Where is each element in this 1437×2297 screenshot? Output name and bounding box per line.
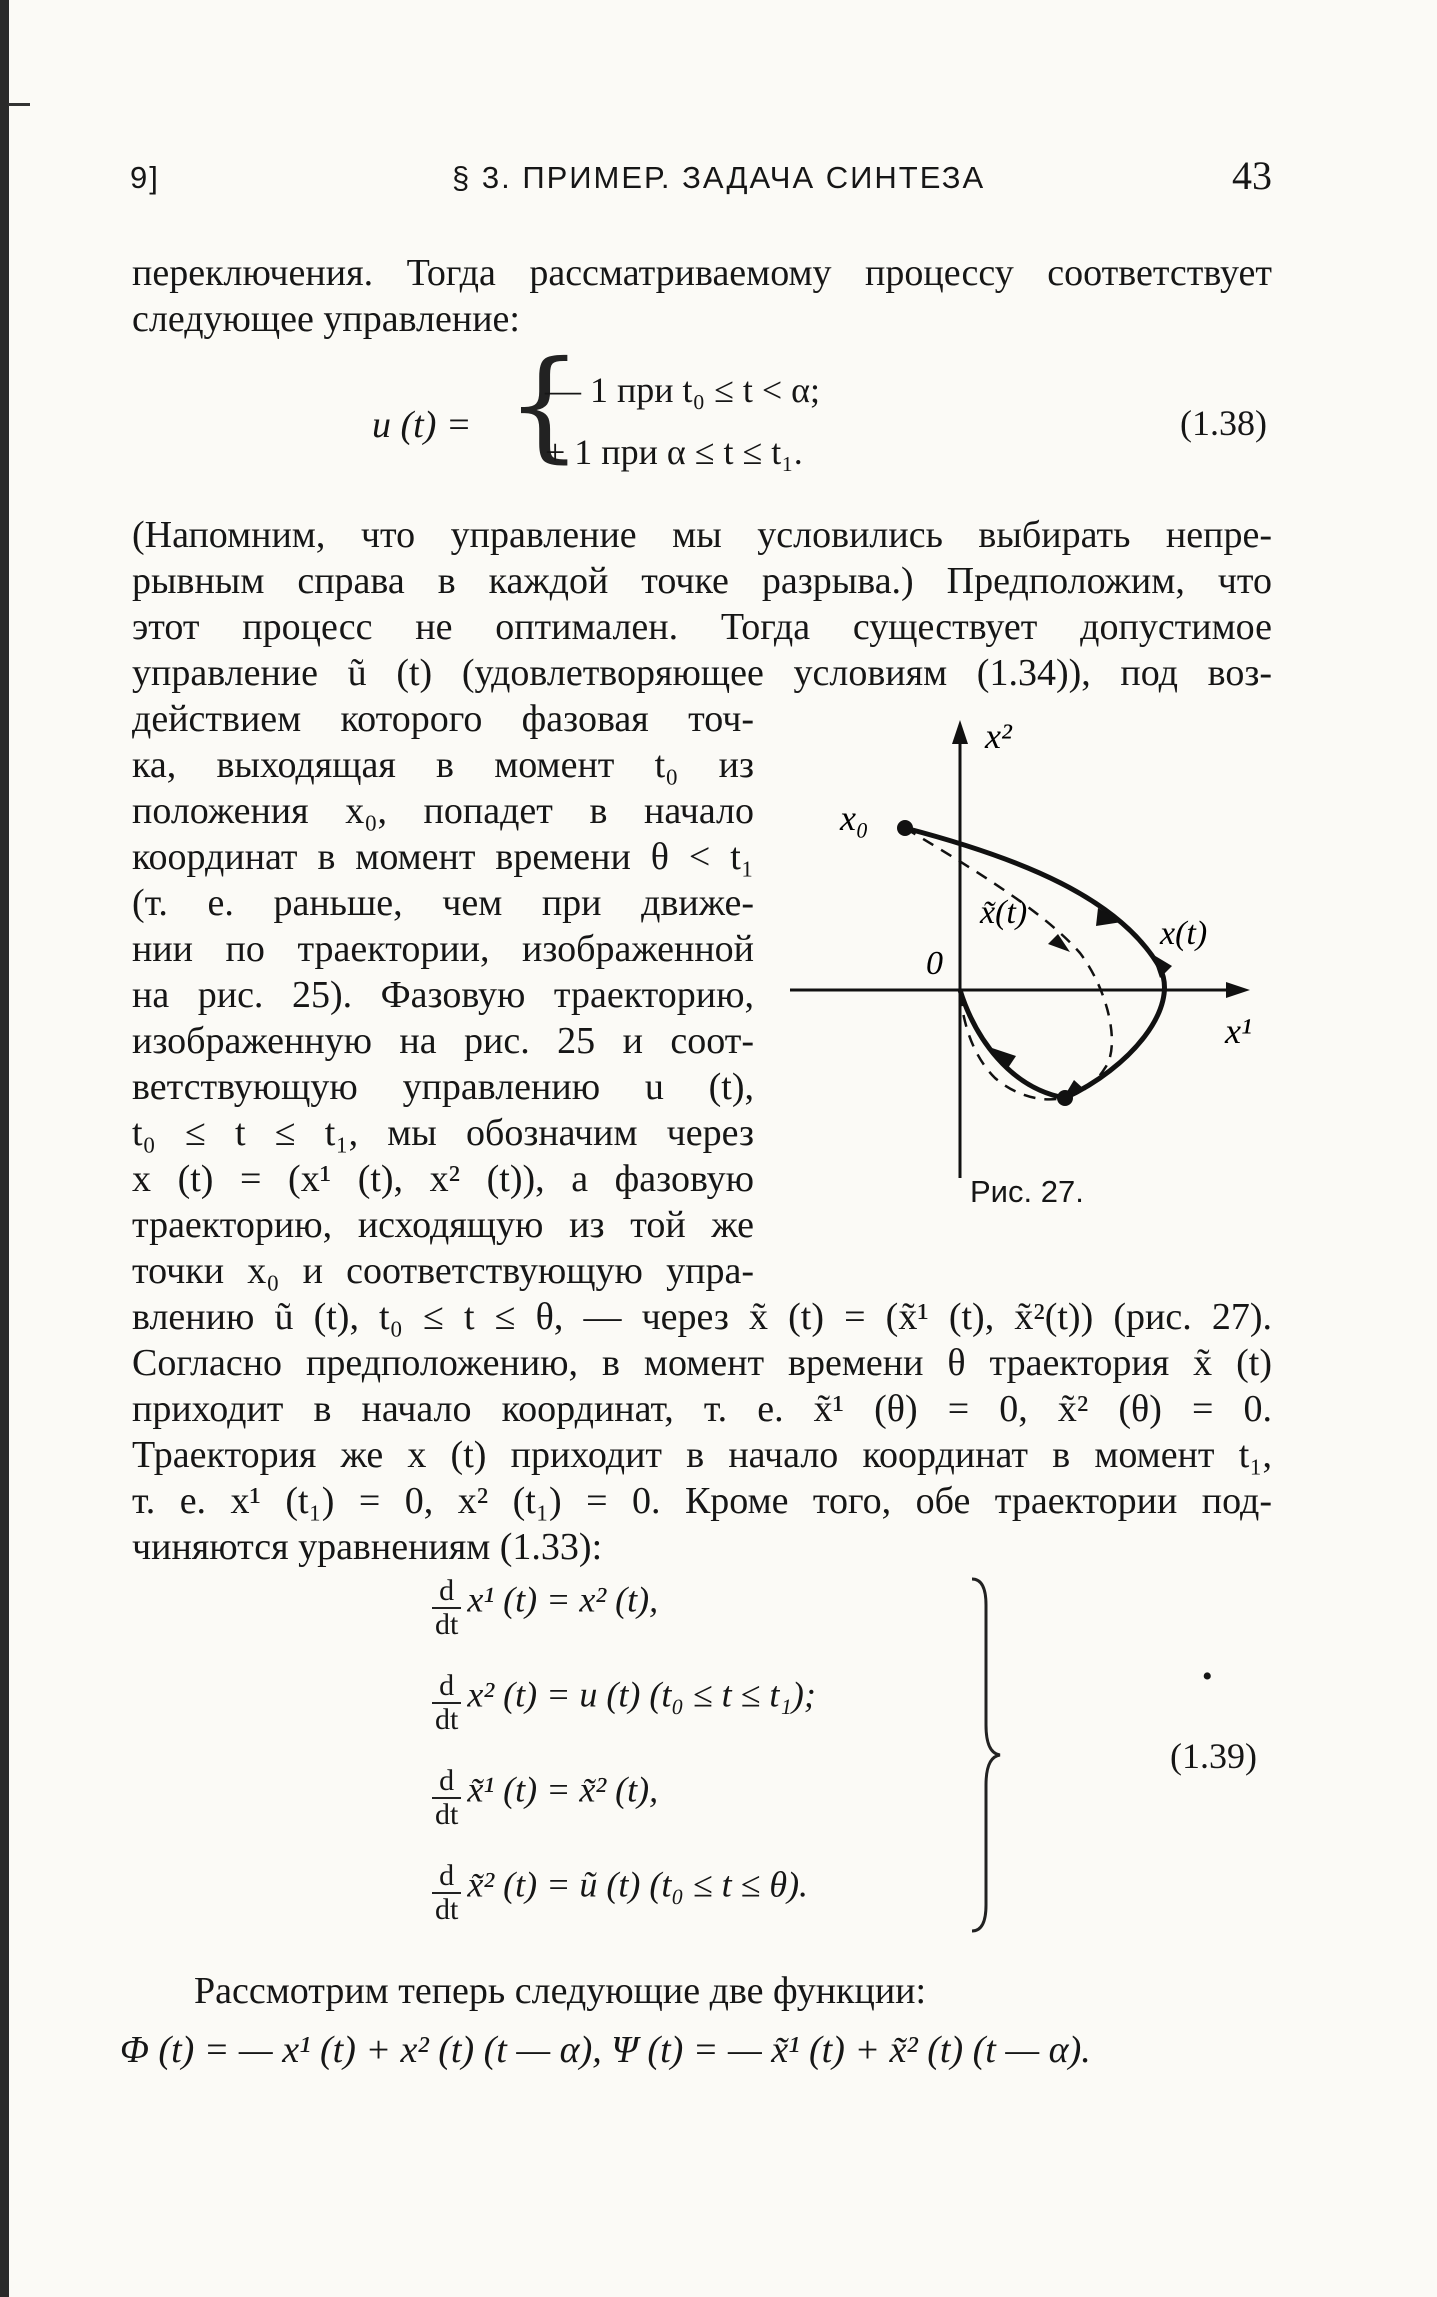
text-line: приходит в начало координат, т. е. x̃¹ (θ) = 0, x̃² (θ) = 0. bbox=[132, 1388, 1272, 1430]
text-line: действием которого фазовая точ- bbox=[132, 698, 754, 740]
text-line: Согласно предположению, в момент времени θ траектория x̃ (t) bbox=[132, 1342, 1272, 1384]
switch-point bbox=[1057, 1090, 1073, 1106]
text-line: x (t) = (x¹ (t), x² (t)), а фазовую bbox=[132, 1158, 754, 1200]
text-line: нии по траектории, изображенной bbox=[132, 928, 754, 970]
text-line: на рис. 25). Фазовую траекторию, bbox=[132, 974, 754, 1016]
text-line: Рассмотрим теперь следующие две функции: bbox=[194, 1970, 927, 2012]
label-x-tilde-t: x̃(t) bbox=[980, 894, 1028, 931]
x1-axis-arrow bbox=[1226, 982, 1250, 998]
text-line: (т. е. раньше, чем при движе- bbox=[132, 882, 754, 924]
text-line: влению ũ (t), t₀ ≤ t ≤ θ, — через x̃ (t) = (x̃¹ (t), x̃²(t)) (рис. 27). bbox=[132, 1296, 1272, 1338]
text-line: чиняются уравнениям (1.33): bbox=[132, 1526, 603, 1568]
text-line: т. е. x¹ (t₁) = 0, x² (t₁) = 0. Кроме того, обе траектории под- bbox=[132, 1480, 1272, 1522]
trajectory-x bbox=[905, 828, 1164, 1098]
eq138-number: (1.38) bbox=[1180, 403, 1267, 443]
text-line: изображенную на рис. 25 и соот- bbox=[132, 1020, 754, 1062]
section-ref: 9] bbox=[130, 160, 160, 195]
trajectory-x-tilde-arrow-1 bbox=[1048, 934, 1070, 952]
text-line: точки x₀ и соответствующую упра- bbox=[132, 1250, 754, 1292]
stray-dot: • bbox=[1202, 1660, 1213, 1693]
page-edge-mark bbox=[8, 103, 30, 106]
eq139-row-4: $\frac{d}{dt}$ x̃² (t) = ũ (t) (t₀ ≤ t ≤ θ). bbox=[432, 1860, 808, 1926]
label-x1: x¹ bbox=[1225, 1011, 1252, 1051]
text-line: положения x₀, попадет в начало bbox=[132, 790, 754, 832]
eq138-brace: { bbox=[506, 336, 583, 475]
label-origin: 0 bbox=[926, 945, 943, 982]
eq139-number: (1.39) bbox=[1170, 1736, 1257, 1776]
figure-27-plot bbox=[780, 708, 1280, 1248]
label-x0: x₀ bbox=[840, 798, 869, 838]
running-title: § 3. ПРИМЕР. ЗАДАЧА СИНТЕЗА bbox=[452, 160, 986, 195]
figure-27 bbox=[780, 708, 1280, 1253]
figure-caption: Рис. 27. bbox=[970, 1174, 1084, 1209]
eq139-brace bbox=[968, 1575, 1008, 1935]
text-line: этот процесс не оптимален. Тогда существует допустимое bbox=[132, 606, 1272, 648]
eq138-case-2: + 1 при α ≤ t ≤ t₁. bbox=[545, 432, 803, 472]
point-x0 bbox=[897, 820, 913, 836]
x2-axis-arrow bbox=[952, 720, 968, 744]
label-x2: x² bbox=[985, 716, 1012, 756]
text-line: t₀ ≤ t ≤ t₁, мы обозначим через bbox=[132, 1112, 754, 1154]
eq138-lhs: u (t) = bbox=[372, 404, 472, 446]
text-line: ка, выходящая в момент t₀ из bbox=[132, 744, 754, 786]
text-line: ветствующую управлению u (t), bbox=[132, 1066, 754, 1108]
page-edge bbox=[0, 0, 9, 2297]
text-line: управление ũ (t) (удовлетворяющее условиям (1.34)), под воз- bbox=[132, 652, 1272, 694]
text-line: Траектория же x (t) приходит в начало координат в момент t₁, bbox=[132, 1434, 1272, 1476]
page-number: 43 bbox=[1232, 153, 1272, 198]
text-line: переключения. Тогда рассматриваемому процессу соответствует bbox=[132, 252, 1272, 294]
text-line: (Напомним, что управление мы условились выбирать непре- bbox=[132, 514, 1272, 556]
text-line: следующее управление: bbox=[132, 298, 520, 340]
eq139-row-3: $\frac{d}{dt}$ x̃¹ (t) = x̃² (t), bbox=[432, 1765, 658, 1831]
eq139-row-1: $\frac{d}{dt}$ x¹ (t) = x² (t), bbox=[432, 1575, 658, 1641]
trajectory-x-arrow-2 bbox=[1152, 954, 1172, 978]
text-line: рывным справа в каждой точке разрыва.) Предположим, что bbox=[132, 560, 1272, 602]
label-x-t: x(t) bbox=[1160, 915, 1208, 952]
text-line: координат в момент времени θ < t₁ bbox=[132, 836, 754, 878]
text-line: траекторию, исходящую из той же bbox=[132, 1204, 754, 1246]
eq138-case-1: — 1 при t₀ ≤ t < α; bbox=[545, 370, 821, 410]
eq-final: Φ (t) = — x¹ (t) + x² (t) (t — α), Ψ (t) = — x̃¹ (t) + x̃² (t) (t — α). bbox=[120, 2029, 1091, 2071]
eq139-row-2: $\frac{d}{dt}$ x² (t) = u (t) (t₀ ≤ t ≤ t₁); bbox=[432, 1670, 816, 1736]
